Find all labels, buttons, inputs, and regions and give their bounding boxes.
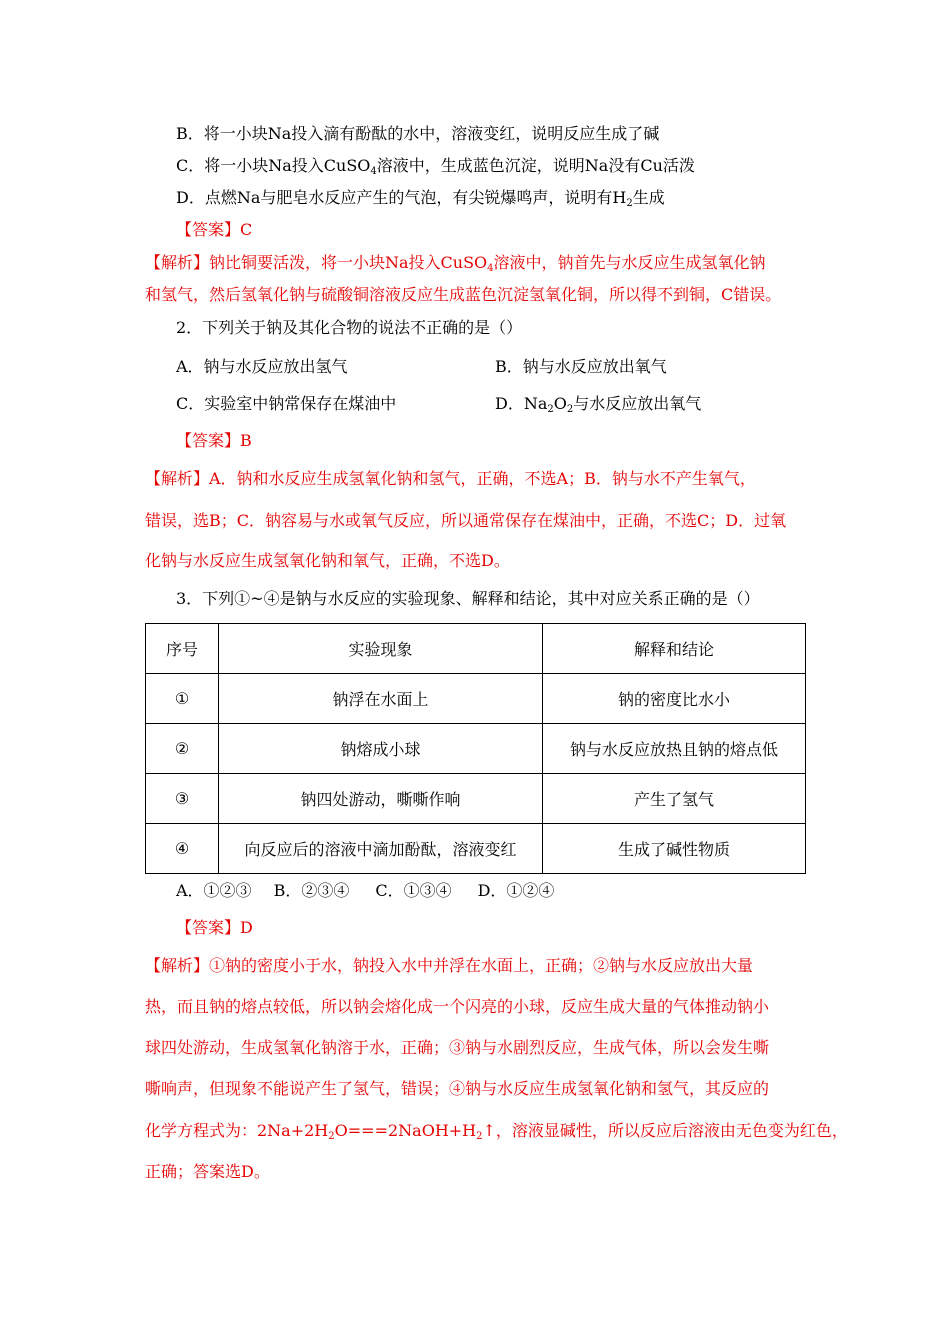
q2-option-c: C．实验室中钠常保存在煤油中 [176,394,397,413]
table-cell: 钠与水反应放热且钠的熔点低 [543,724,806,774]
table-cell: 钠的密度比水小 [543,674,806,724]
table-cell: 钠四处游动，嘶嘶作响 [219,774,543,824]
q2-option-a: A．钠与水反应放出氢气 [176,357,348,376]
q2-analysis-line-3: 化钠与水反应生成氢氧化钠和氧气，正确，不选D。 [145,551,510,570]
q3-options [176,879,554,903]
table-row [146,674,806,724]
q2-analysis-line-1: 【解析】A．钠和水反应生成氢氧化钠和氢气，正确，不选A；B．钠与水不产生氧气， [145,469,756,488]
q3-option-c: C．①③④ [375,881,452,900]
q2-stem: 2．下列关于钠及其化合物的说法不正确的是（） [176,318,523,337]
table-header-row [146,624,806,674]
table-row [146,824,806,874]
q3-option-d: D．①②④ [477,881,555,900]
table-cell: 钠浮在水面上 [219,674,543,724]
q3-stem: 3．下列①~④是钠与水反应的实验现象、解释和结论，其中对应关系正确的是（） [176,589,760,608]
q2-option-d: D．$Na_2O_2$与水反应放出氧气 [495,394,702,415]
q3-analysis-line-4: 嘶响声，但现象不能说产生了氢气，错误；④钠与水反应生成氢氧化钠和氢气，其反应的 [145,1079,770,1098]
table-header-cell: 实验现象 [219,624,543,674]
q1-option-d: D．点燃Na与肥皂水反应产生的气泡，有尖锐爆鸣声，说明有$H_2$生成 [176,188,665,209]
table-cell: 向反应后的溶液中滴加酚酞，溶液变红 [219,824,543,874]
table-cell: ④ [146,824,219,874]
table-cell: 产生了氢气 [543,774,806,824]
table-cell: 钠熔成小球 [219,724,543,774]
q3-analysis-line-2: 热，而且钠的熔点较低，所以钠会熔化成一个闪亮的小球，反应生成大量的气体推动钠小 [145,997,770,1016]
table-row [146,774,806,824]
table-header-cell: 序号 [146,624,219,674]
q2-answer: 【答案】B [176,431,252,450]
q1-analysis-line-2: 和氢气，然后氢氧化钠与硫酸铜溶液反应生成蓝色沉淀氢氧化铜，所以得不到铜，C错误。 [145,285,782,304]
q1-answer: 【答案】C [176,220,253,239]
q3-answer: 【答案】D [176,918,253,937]
q3-analysis-line-6: 正确；答案选D。 [145,1162,270,1181]
experiment-table [145,623,806,874]
q1-option-b: B．将一小块Na投入滴有酚酞的水中，溶液变红，说明反应生成了碱 [176,124,660,143]
q3-option-b: B．②③④ [273,881,350,900]
q3-option-a: A．①②③ [176,881,252,900]
table-cell: ① [146,674,219,724]
table-cell: ② [146,724,219,774]
q3-analysis-line-1: 【解析】①钠的密度小于水，钠投入水中并浮在水面上，正确；②钠与水反应放出大量 [145,956,754,975]
q2-option-b: B．钠与水反应放出氧气 [495,357,667,376]
q3-analysis-line-3: 球四处游动，生成氢氧化钠溶于水，正确；③钠与水剧烈反应，生成气体，所以会发生嘶 [145,1038,770,1057]
q1-analysis-line-1: 【解析】钠比铜要活泼，将一小块Na投入CuSO$_4$溶液中，钠首先与水反应生成氢氧化钠 [145,253,766,274]
q1-option-c: C．将一小块Na投入CuSO$_4$溶液中，生成蓝色沉淀，说明Na没有Cu活泼 [176,156,695,177]
table-header-cell: 解释和结论 [543,624,806,674]
table-cell: ③ [146,774,219,824]
q2-analysis-line-2: 错误，选B；C．钠容易与水或氧气反应，所以通常保存在煤油中，正确，不选C；D．过氧 [145,511,787,530]
table-cell: 生成了碱性物质 [543,824,806,874]
table-row [146,724,806,774]
q3-analysis-line-5: 化学方程式为：$2Na+2H_2O===2NaOH+H_2↑$，溶液显碱性，所以反应后溶液由无色变为红色， [145,1121,848,1142]
